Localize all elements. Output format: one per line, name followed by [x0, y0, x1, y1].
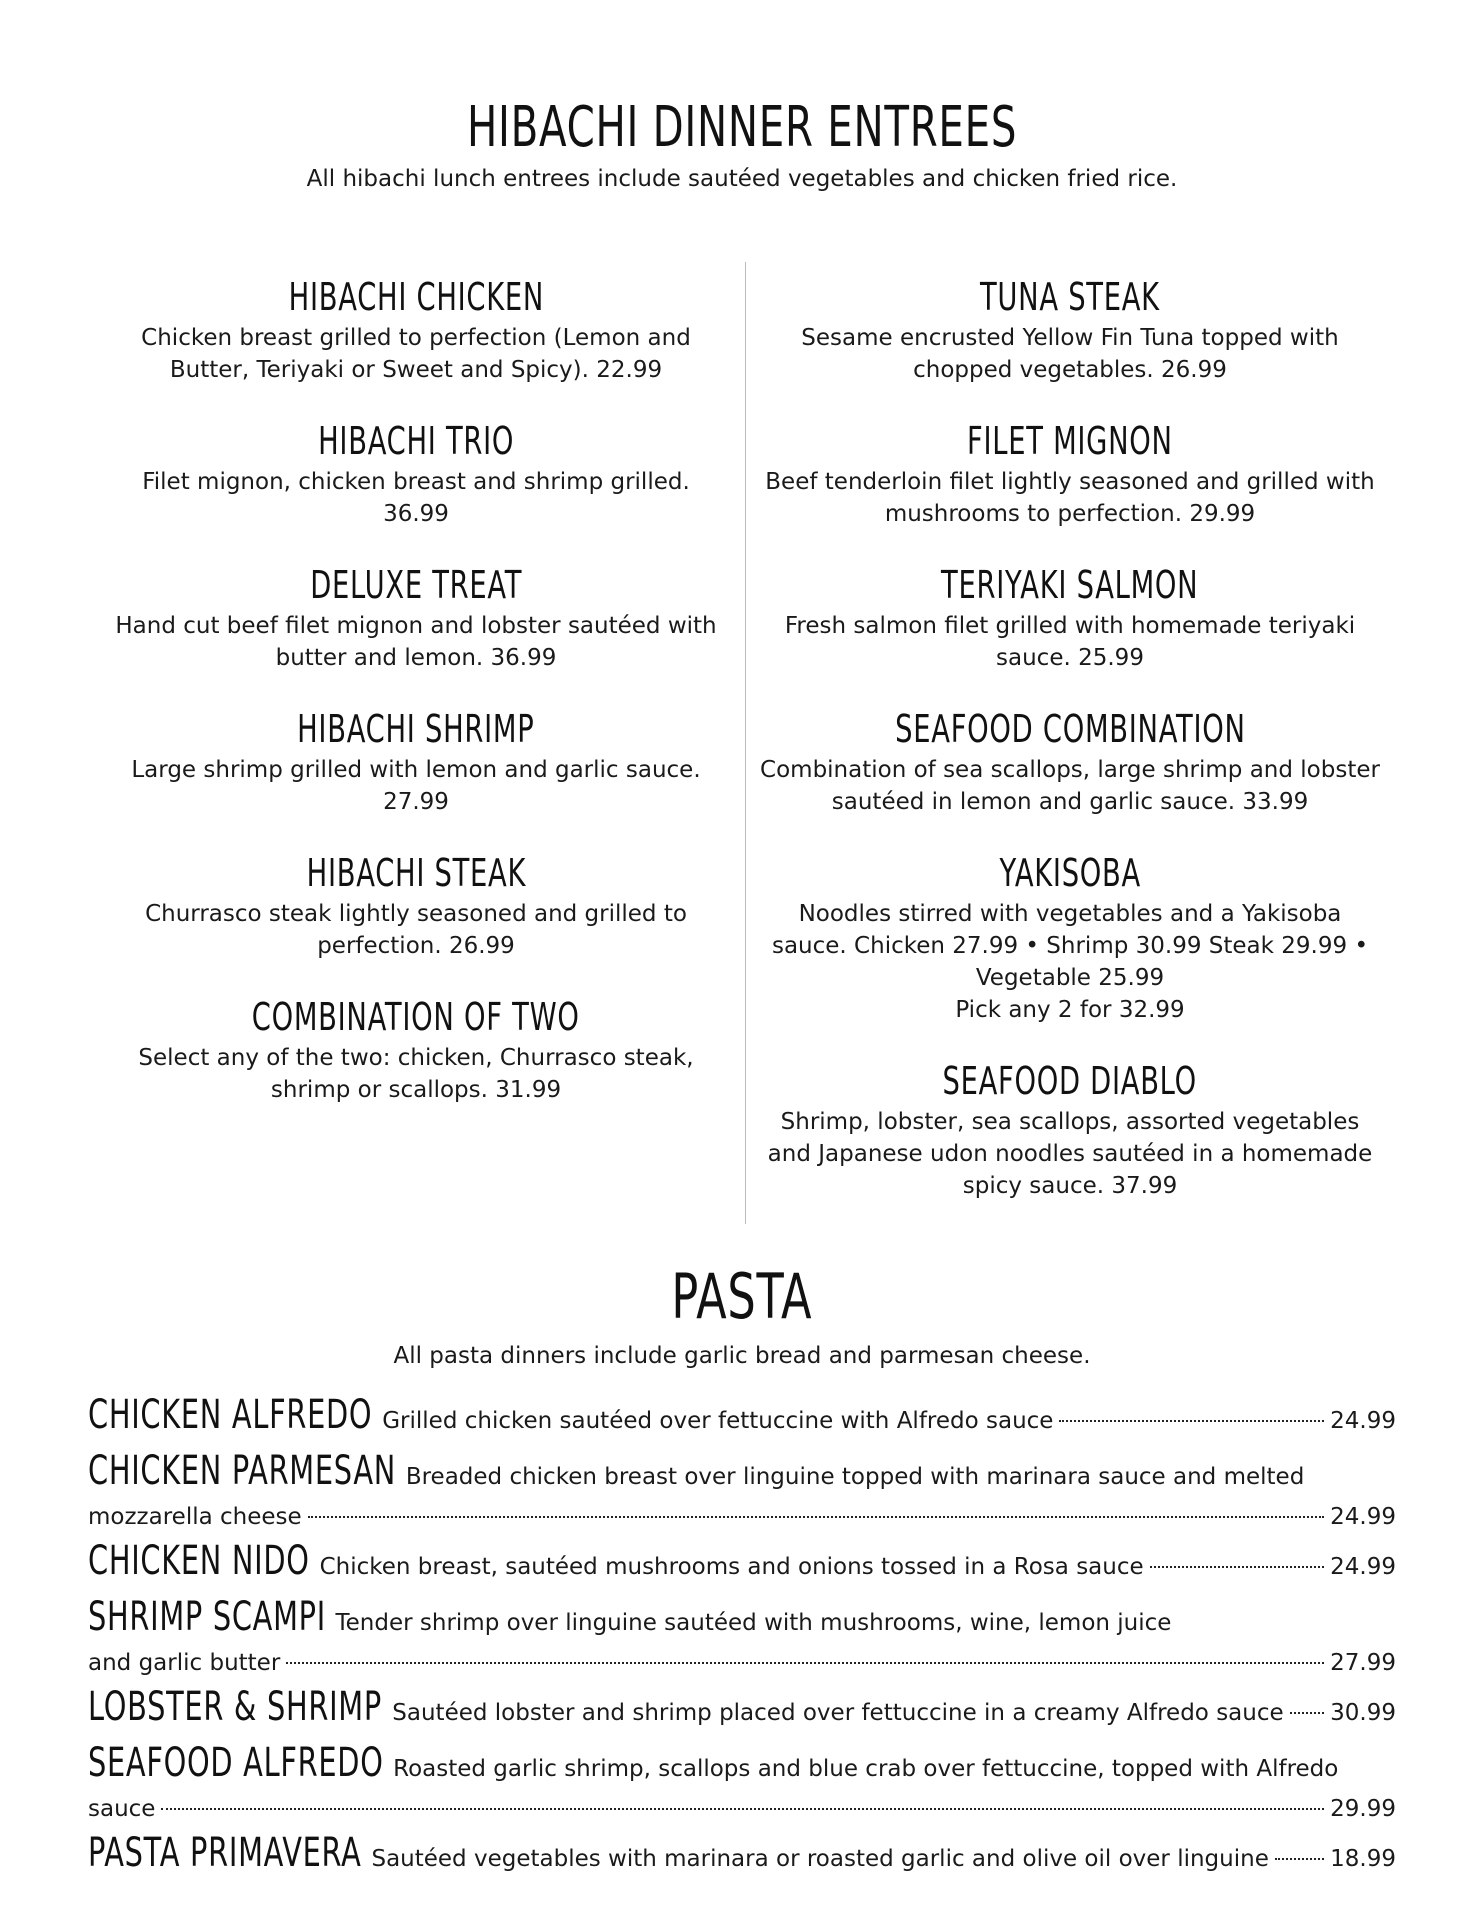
hibachi-subtitle: All hibachi lunch entrees include sautéed vegetables and chicken fried rice.	[306, 166, 1178, 192]
pasta-item-price: 30.99	[1330, 1700, 1396, 1726]
pasta-item-desc: Grilled chicken sautéed over fettuccine with Alfredo sauce	[382, 1408, 1054, 1434]
pasta-item-desc: Chicken breast, sautéed mushrooms and onions tossed in a Rosa sauce	[319, 1554, 1144, 1580]
menu-item-name: HIBACHI STEAK	[306, 851, 526, 895]
menu-item-desc: Beef tenderloin filet lightly seasoned and grilled with mushrooms to perfection. 29.99	[765, 469, 1375, 527]
dot-leader	[1059, 1420, 1324, 1422]
hibachi-title: HIBACHI DINNER ENTREES	[466, 95, 1018, 160]
pasta-item-desc: Sautéed vegetables with marinara or roasted garlic and olive oil over linguine	[371, 1846, 1269, 1872]
column-divider	[745, 262, 746, 1224]
menu-item-desc: Chicken breast grilled to perfection (Lemon and Butter, Teriyaki or Sweet and Spicy). 22.99	[141, 325, 691, 383]
menu-item-desc: Fresh salmon filet grilled with homemade teriyaki sauce. 25.99	[784, 613, 1356, 671]
pasta-item-name: CHICKEN ALFREDO	[88, 1392, 373, 1438]
pasta-item-desc: Breaded chicken breast over linguine topped with marinara sauce and melted	[405, 1464, 1305, 1490]
menu-item-name: HIBACHI CHICKEN	[288, 275, 544, 319]
menu-item-name: HIBACHI TRIO	[317, 419, 515, 463]
menu-item-name: TUNA STEAK	[980, 275, 1160, 319]
menu-item	[106, 416, 726, 530]
menu-item	[760, 416, 1380, 530]
pasta-item-price: 27.99	[1330, 1650, 1396, 1676]
menu-item-desc: Filet mignon, chicken breast and shrimp grilled. 36.99	[142, 469, 690, 527]
menu-item-desc: Hand cut beef filet mignon and lobster sautéed with butter and lemon. 36.99	[115, 613, 717, 671]
pasta-item-name: CHICKEN NIDO	[88, 1538, 310, 1584]
pasta-item-name: SHRIMP SCAMPI	[88, 1594, 326, 1640]
menu-item	[106, 992, 726, 1106]
pasta-item-desc-cont: and garlic butter	[88, 1650, 281, 1676]
pasta-item-name: SEAFOOD ALFREDO	[88, 1740, 384, 1786]
menu-item	[760, 848, 1380, 1026]
dot-leader	[161, 1808, 1324, 1810]
pasta-item-desc: Tender shrimp over linguine sautéed with mushrooms, wine, lemon juice	[335, 1610, 1172, 1636]
menu-item-desc: Sesame encrusted Yellow Fin Tuna topped with chopped vegetables. 26.99	[801, 325, 1339, 383]
pasta-item-desc: Roasted garlic shrimp, scallops and blue crab over fettuccine, topped with Alfredo	[393, 1756, 1339, 1782]
menu-item-desc: Large shrimp grilled with lemon and garlic sauce. 27.99	[131, 757, 701, 815]
dot-leader	[1275, 1858, 1324, 1860]
pasta-item-price: 24.99	[1330, 1504, 1396, 1530]
pasta-item	[88, 1830, 1396, 1882]
dot-leader	[286, 1662, 1324, 1664]
pasta-item	[88, 1740, 1396, 1826]
pasta-item	[88, 1594, 1396, 1680]
dot-leader	[308, 1516, 1324, 1518]
pasta-item-desc-cont: sauce	[88, 1796, 156, 1822]
hibachi-right-column	[760, 272, 1380, 1232]
pasta-subtitle: All pasta dinners include garlic bread and parmesan cheese.	[393, 1343, 1091, 1369]
hibachi-header	[0, 92, 1484, 194]
pasta-item-desc-cont: mozzarella cheese	[88, 1504, 302, 1530]
pasta-item-desc: Sautéed lobster and shrimp placed over fettuccine in a creamy Alfredo sauce	[392, 1700, 1284, 1726]
menu-item-extra: Pick any 2 for 32.99	[955, 997, 1185, 1023]
pasta-item-name: PASTA PRIMAVERA	[88, 1830, 362, 1876]
menu-item-name: SEAFOOD DIABLO	[942, 1059, 1198, 1103]
menu-item-name: HIBACHI SHRIMP	[297, 707, 535, 751]
menu-item-desc: Shrimp, lobster, sea scallops, assorted vegetables and Japanese udon noodles sautéed in a homemade spicy sauce. 37.99	[767, 1109, 1373, 1199]
pasta-title: PASTA	[671, 1260, 813, 1333]
pasta-item-price: 24.99	[1330, 1408, 1396, 1434]
menu-item	[106, 560, 726, 674]
menu-item-name: YAKISOBA	[999, 851, 1141, 895]
menu-item-desc: Combination of sea scallops, large shrimp and lobster sautéed in lemon and garlic sauce. 33.99	[760, 757, 1380, 815]
pasta-item-price: 24.99	[1330, 1554, 1396, 1580]
menu-item-name: COMBINATION OF TWO	[252, 995, 580, 1039]
dot-leader	[1290, 1712, 1324, 1714]
menu-item-desc: Select any of the two: chicken, Churrasco steak, shrimp or scallops. 31.99	[138, 1045, 694, 1103]
pasta-item	[88, 1392, 1396, 1444]
menu-item-name: DELUXE TREAT	[310, 563, 522, 607]
hibachi-left-column	[106, 272, 726, 1136]
pasta-item	[88, 1684, 1396, 1736]
dot-leader	[1150, 1566, 1324, 1568]
pasta-item-name: CHICKEN PARMESAN	[88, 1448, 397, 1494]
pasta-item	[88, 1538, 1396, 1590]
pasta-item-price: 18.99	[1330, 1846, 1396, 1872]
menu-item	[760, 1056, 1380, 1202]
pasta-item-price: 29.99	[1330, 1796, 1396, 1822]
menu-item	[760, 272, 1380, 386]
menu-item	[760, 560, 1380, 674]
menu-item-name: TERIYAKI SALMON	[941, 563, 1199, 607]
pasta-item-name: LOBSTER & SHRIMP	[88, 1684, 382, 1730]
menu-item	[106, 848, 726, 962]
menu-item	[760, 704, 1380, 818]
menu-item-desc: Churrasco steak lightly seasoned and grilled to perfection. 26.99	[145, 901, 687, 959]
menu-item-name: SEAFOOD COMBINATION	[894, 707, 1246, 751]
pasta-header	[0, 1258, 1484, 1372]
menu-item-desc: Noodles stirred with vegetables and a Yakisoba sauce. Chicken 27.99 • Shrimp 30.99 Steak 29.99 • Vegetable 25.99	[771, 901, 1369, 991]
pasta-item	[88, 1448, 1396, 1534]
menu-item	[106, 272, 726, 386]
menu-item-name: FILET MIGNON	[967, 419, 1173, 463]
menu-item	[106, 704, 726, 818]
pasta-list	[88, 1392, 1396, 1886]
